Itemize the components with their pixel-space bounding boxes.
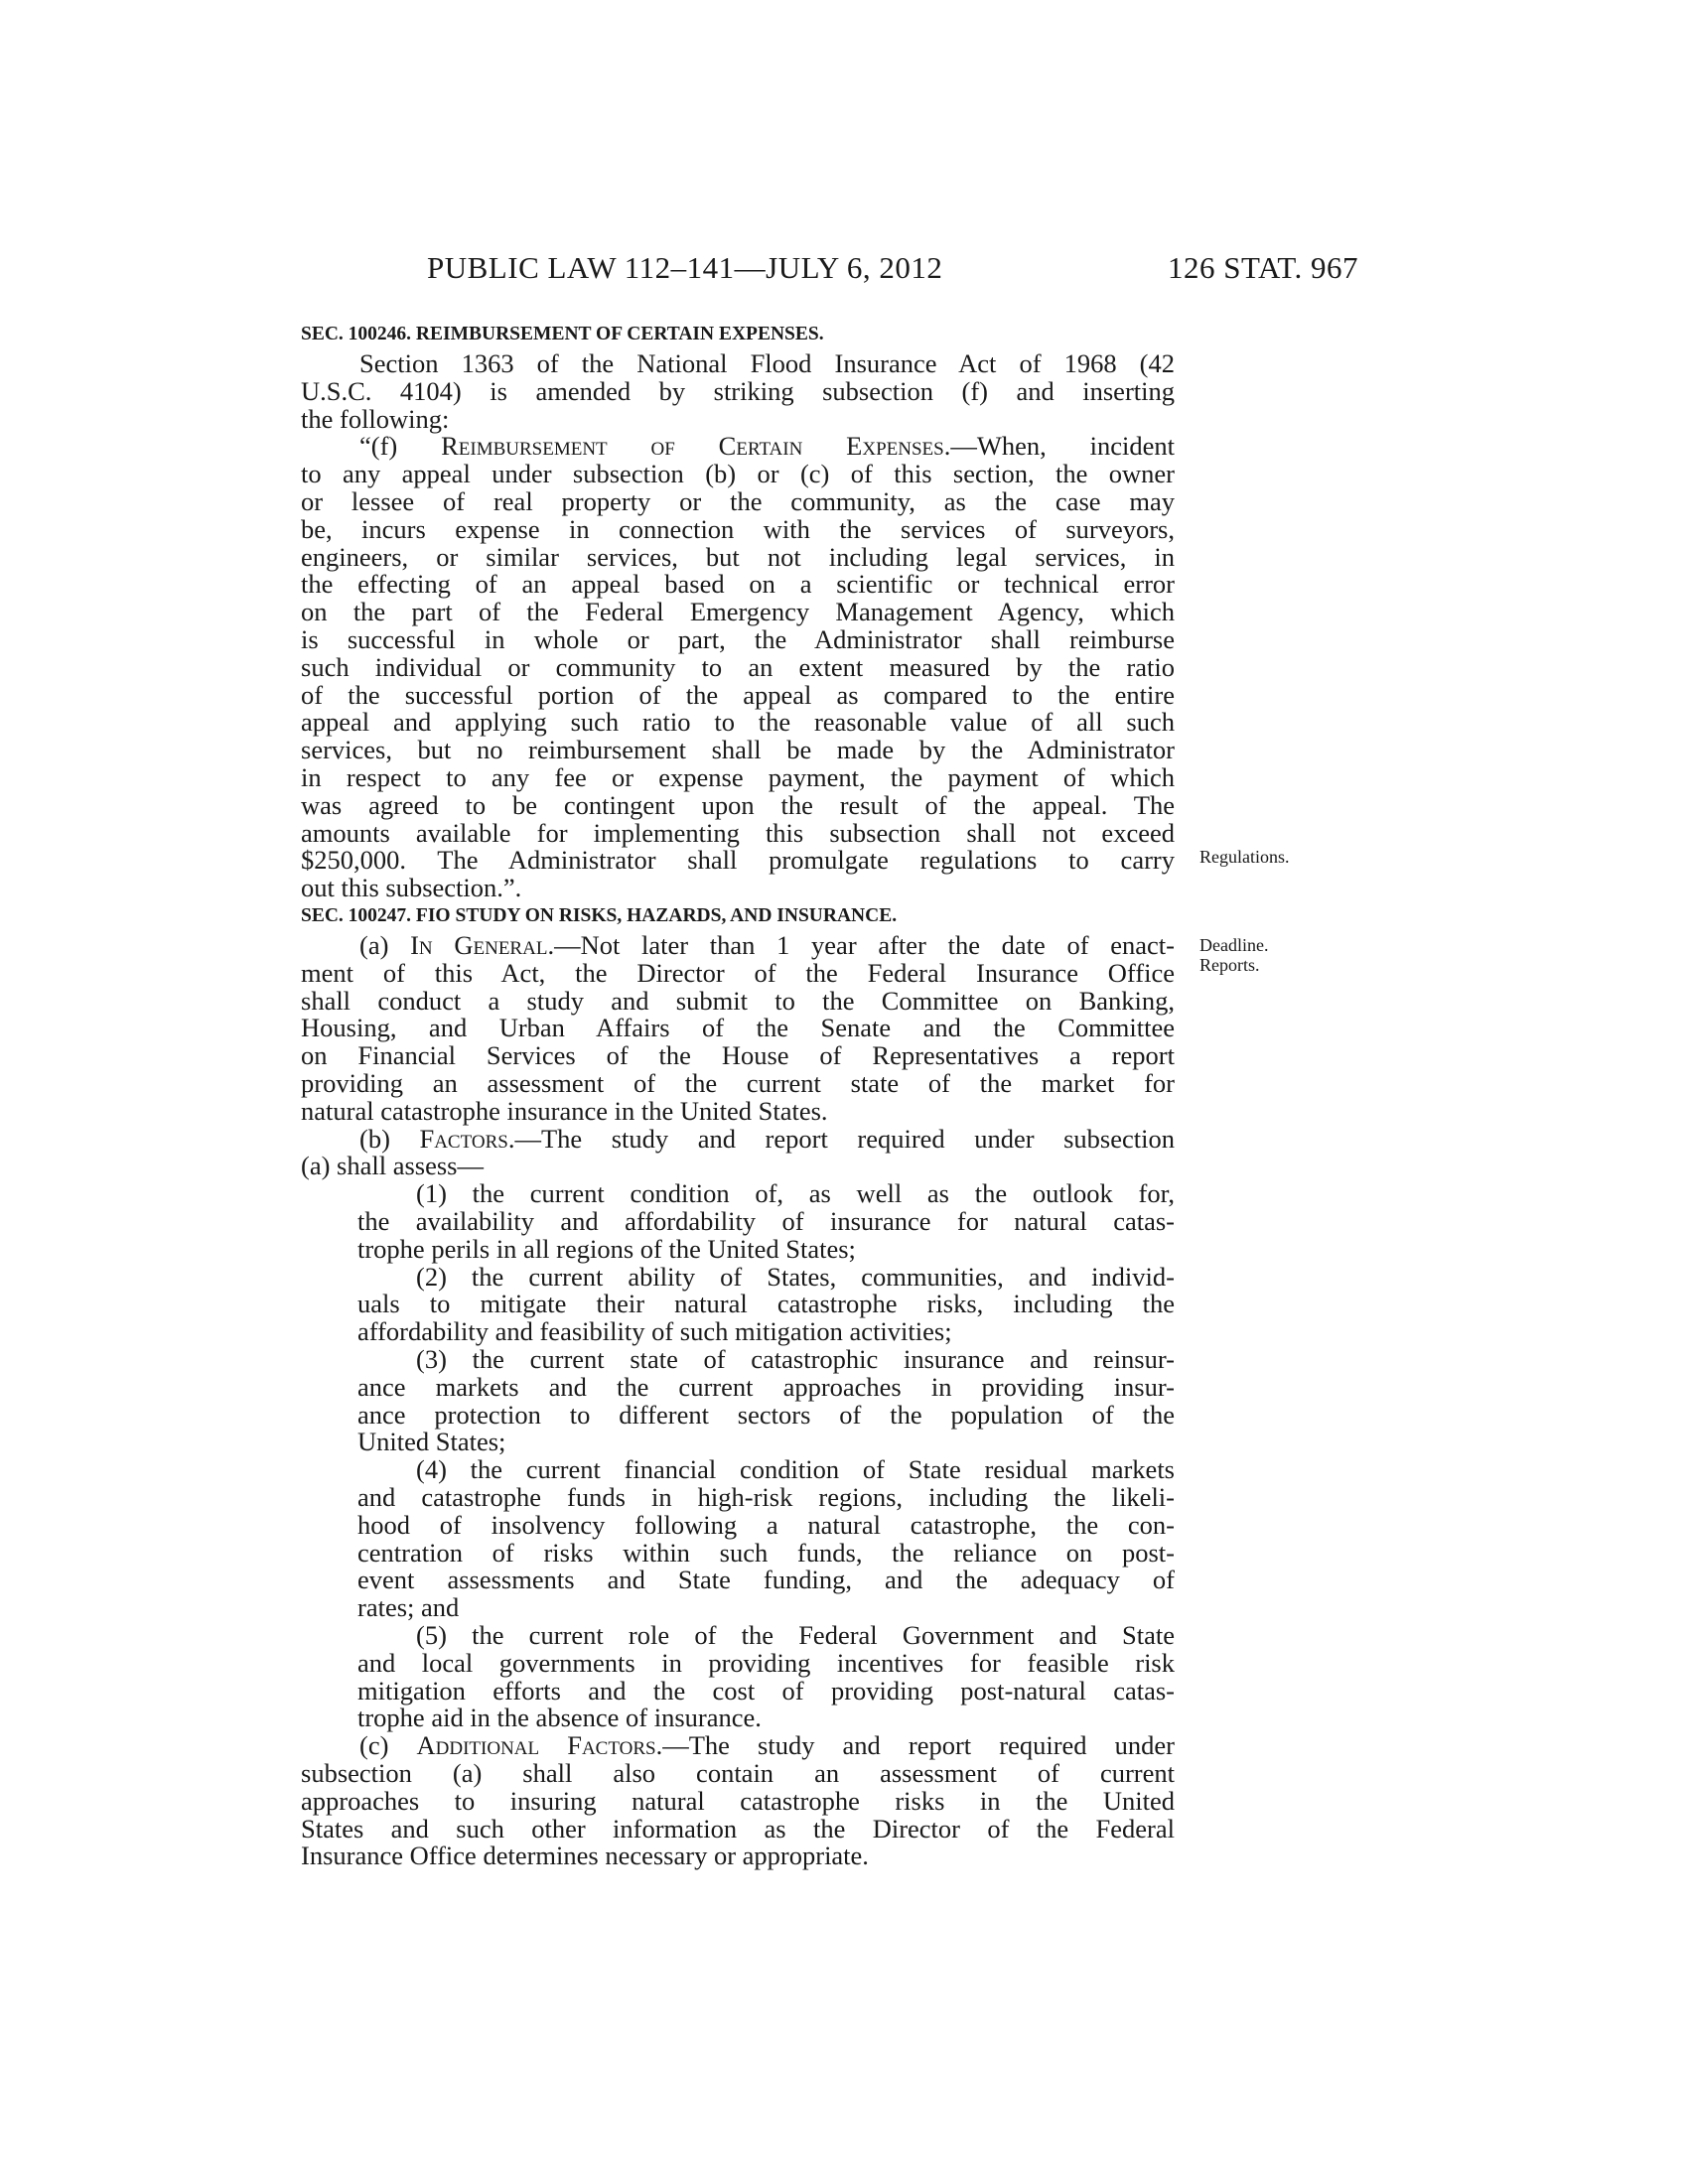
subsection-f-line: amounts available for implementing this subsection shall not exceed <box>301 817 1175 848</box>
factor-item-line: trophe aid in the absence of insurance. <box>357 1703 762 1733</box>
subsection-c-line: subsection (a) shall also contain an assessment of current <box>301 1757 1175 1788</box>
subsection-a-prefix: (a) <box>359 930 411 960</box>
section-100246-heading: SEC. 100246. REIMBURSEMENT OF CERTAIN EXPENSES. <box>301 324 824 344</box>
factor-item-line: trophe perils in all regions of the United States; <box>357 1233 856 1264</box>
factor-item-line: United States; <box>357 1427 506 1457</box>
factor-item-4 <box>301 1456 1175 1622</box>
factor-item-line: and catastrophe funds in high-risk regions, including the likeli- <box>357 1481 1175 1512</box>
sec246-intro-line: U.S.C. 4104) is amended by striking subsection (f) and inserting <box>301 375 1175 406</box>
subsection-f-line: out this subsection.”. <box>301 873 522 903</box>
margin-note-deadline: Deadline. <box>1199 935 1269 955</box>
subsection-f-line: engineers, or similar services, but not including legal services, in <box>301 541 1175 572</box>
factor-item-1 <box>301 1180 1175 1263</box>
subsection-c-line: Insurance Office determines necessary or appropriate. <box>301 1841 869 1871</box>
factor-item-line: (3) the current state of catastrophic insurance and reinsur- <box>416 1343 1175 1374</box>
subsection-a-line: providing an assessment of the current state of the market for <box>301 1067 1175 1098</box>
section-100247-heading: SEC. 100247. FIO STUDY ON RISKS, HAZARDS, AND INSURANCE. <box>301 905 898 926</box>
sec246-intro-line: the following: <box>301 403 450 434</box>
subsection-c-suffix: .—The study and report required under <box>655 1730 1175 1761</box>
subsection-a-line: natural catastrophe insurance in the United States. <box>301 1095 828 1126</box>
factor-item-line: affordability and feasibility of such mitigation activities; <box>357 1316 952 1347</box>
subsection-c-line: approaches to insuring natural catastrophe risks in the United <box>301 1785 1175 1816</box>
factor-item-2 <box>301 1261 1175 1347</box>
factor-item-line: event assessments and State funding, and the adequacy of <box>357 1565 1175 1595</box>
subsection-a-line: shall conduct a study and submit to the Committee on Banking, <box>301 985 1175 1016</box>
factor-item-line: (2) the current ability of States, communities, and individ- <box>416 1261 1175 1292</box>
margin-note-regulations: Regulations. <box>1199 847 1290 867</box>
factor-item-line: ance protection to different sectors of the population of the <box>357 1399 1175 1430</box>
subsection-a-line: ment of this Act, the Director of the Federal Insurance Office <box>301 957 1175 988</box>
subsection-f-line: was agreed to be contingent upon the result of the appeal. The <box>301 789 1175 820</box>
factor-item-line: mitigation efforts and the cost of providing post-natural catas- <box>357 1675 1175 1706</box>
factor-item-line: uals to mitigate their natural catastrophe risks, including the <box>357 1289 1175 1319</box>
factor-item-line: the availability and affordability of insurance for natural catas- <box>357 1205 1175 1236</box>
subsection-a-suffix: .—Not later than 1 year after the date of enact- <box>547 930 1175 960</box>
statute-page-number: 126 STAT. 967 <box>1168 250 1359 285</box>
subsection-f-caption: Reimbursement of Certain Expenses <box>441 431 944 462</box>
subsection-f-line: on the part of the Federal Emergency Management Agency, which <box>301 597 1175 627</box>
subsection-b-line: (a) shall assess— <box>301 1151 484 1181</box>
factor-item-5 <box>301 1619 1175 1733</box>
subsection-f-line: such individual or community to an extent measured by the ratio <box>301 651 1175 682</box>
factor-item-3 <box>301 1343 1175 1457</box>
subsection-f-line: to any appeal under subsection (b) or (c) of this section, the owner <box>301 459 1175 489</box>
subsection-f-line: or lessee of real property or the community, as the case may <box>301 485 1175 516</box>
subsection-b-heading-line <box>301 1123 1175 1154</box>
subsection-f-line: in respect to any fee or expense payment, the payment of which <box>301 761 1175 792</box>
subsection-c-heading-line <box>301 1732 1175 1760</box>
factor-item-line: centration of risks within such funds, the reliance on post- <box>357 1537 1175 1568</box>
subsection-f-suffix: .—When, incident <box>943 431 1175 462</box>
subsection-a-heading-line <box>301 932 1175 960</box>
subsection-b-suffix: .—The study and report required under subsection <box>507 1123 1175 1154</box>
factor-item-line: (1) the current condition of, as well as the outlook for, <box>416 1178 1175 1209</box>
factor-item-line: rates; and <box>357 1592 460 1623</box>
sec246-intro-line: Section 1363 of the National Flood Insurance Act of 1968 (42 <box>359 348 1175 378</box>
subsection-c-caption: Additional Factors <box>416 1730 656 1761</box>
subsection-a-line: Housing, and Urban Affairs of the Senate and the Committee <box>301 1013 1175 1043</box>
factor-item-line: (4) the current financial condition of State residual markets <box>416 1454 1175 1485</box>
subsection-a-caption: In General <box>410 930 548 960</box>
subsection-f-line: $250,000. The Administrator shall promulgate regulations to carry <box>301 845 1175 876</box>
section-100247-body <box>301 932 1175 1870</box>
factor-item-line: and local governments in providing incentives for feasible risk <box>357 1647 1175 1678</box>
margin-note-reports: Reports. <box>1199 955 1260 975</box>
factor-item-line: hood of insolvency following a natural catastrophe, the con- <box>357 1509 1175 1540</box>
subsection-f-line: the effecting of an appeal based on a scientific or technical error <box>301 569 1175 600</box>
section-100246-body <box>301 350 1175 902</box>
subsection-f-line: is successful in whole or part, the Administrator shall reimburse <box>301 623 1175 654</box>
subsection-a-line: on Financial Services of the House of Representatives a report <box>301 1040 1175 1071</box>
subsection-f-line: of the successful portion of the appeal as compared to the entire <box>301 679 1175 710</box>
subsection-f-line: appeal and applying such ratio to the reasonable value of all such <box>301 707 1175 738</box>
subsection-c-line: States and such other information as the Director of the Federal <box>301 1813 1175 1843</box>
subsection-f-line: be, incurs expense in connection with the services of surveyors, <box>301 513 1175 544</box>
factor-item-line: ance markets and the current approaches in providing insur- <box>357 1371 1175 1402</box>
subsection-c-prefix: (c) <box>359 1730 417 1761</box>
subsection-f-heading-line <box>301 433 1175 461</box>
subsection-f-prefix: “(f) <box>359 431 442 462</box>
subsection-b-caption: Factors <box>419 1123 508 1154</box>
subsection-f-line: services, but no reimbursement shall be made by the Administrator <box>301 735 1175 765</box>
page-header-title: PUBLIC LAW 112–141—JULY 6, 2012 <box>427 250 943 285</box>
factor-item-line: (5) the current role of the Federal Government and State <box>416 1619 1175 1650</box>
subsection-b-prefix: (b) <box>359 1123 420 1154</box>
